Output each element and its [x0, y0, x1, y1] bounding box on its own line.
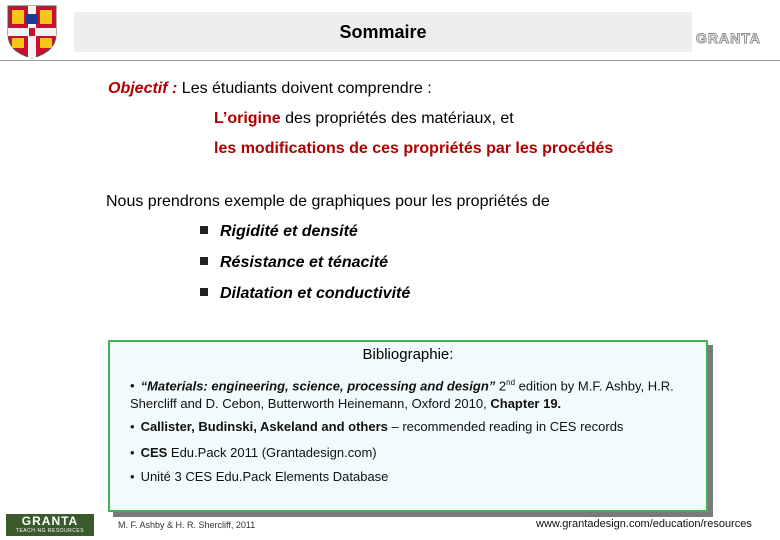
- granta-footer-logo-text: GRANTA: [21, 514, 79, 528]
- footer-author: M. F. Ashby & H. R. Shercliff, 2011: [118, 520, 256, 530]
- objective-line: [108, 80, 432, 98]
- bullet-dot-icon: •: [130, 419, 135, 434]
- origin-line: [214, 110, 514, 128]
- bullet-dot-icon: •: [130, 378, 135, 394]
- book-chapter: Chapter 19.: [490, 396, 562, 412]
- bibliography-box: [108, 340, 708, 512]
- page-title: Sommaire: [74, 12, 692, 52]
- ces-bold: CES: [140, 445, 168, 460]
- origin-rest: des propriétés des matériaux, et: [280, 110, 514, 127]
- book-edition: 2: [495, 378, 507, 394]
- bibliography-item-4: [130, 468, 388, 486]
- granta-footer-logo: [6, 514, 94, 536]
- book-title: “Materials: engineering, science, processing and design”: [140, 378, 496, 394]
- bullet-dot-icon: •: [130, 445, 135, 460]
- bibliography-title: Bibliographie:: [362, 346, 454, 363]
- square-bullet-icon: [200, 257, 208, 265]
- bibliography-item-1: [130, 374, 696, 413]
- objective-label: Objectif :: [108, 80, 178, 97]
- list-item-label: Rigidité et densité: [220, 223, 358, 240]
- square-bullet-icon: [200, 288, 208, 296]
- bibliography-item-2: [130, 418, 623, 436]
- ces-rest: Edu.Pack 2011 (Grantadesign.com): [167, 445, 377, 460]
- authors-bold: Callister, Budinski, Askeland and others: [140, 419, 388, 434]
- list-item: [200, 223, 358, 241]
- authors-rest: – recommended reading in CES records: [387, 419, 624, 434]
- list-item: [200, 285, 410, 303]
- list-item-label: Résistance et ténacité: [220, 254, 389, 271]
- objective-text: Les étudiants doivent comprendre :: [177, 80, 432, 97]
- granta-logo: GRANTA: [696, 30, 761, 46]
- university-crest-icon: [6, 4, 58, 60]
- book-details: edition by M.F. Ashby, H.R. Shercliff and D. Cebon, Butterworth Heinemann, Oxford 2010,: [130, 378, 674, 412]
- granta-footer-logo-subtext: TEACH·NG RESOURCES: [15, 528, 85, 534]
- modifications-line: les modifications de ces propriétés par les procédés: [214, 140, 614, 157]
- footer-url: www.grantadesign.com/education/resources: [536, 518, 752, 530]
- origin-emphasis: L’origine: [214, 110, 281, 127]
- square-bullet-icon: [200, 226, 208, 234]
- database-text: Unité 3 CES Edu.Pack Elements Database: [140, 469, 389, 484]
- list-item: [200, 254, 388, 272]
- edition-suffix: nd: [506, 378, 516, 387]
- bullet-dot-icon: •: [130, 469, 135, 484]
- intro-text: Nous prendrons exemple de graphiques pour les propriétés de: [106, 193, 550, 210]
- bibliography-item-3: [130, 444, 377, 462]
- list-item-label: Dilatation et conductivité: [220, 285, 411, 302]
